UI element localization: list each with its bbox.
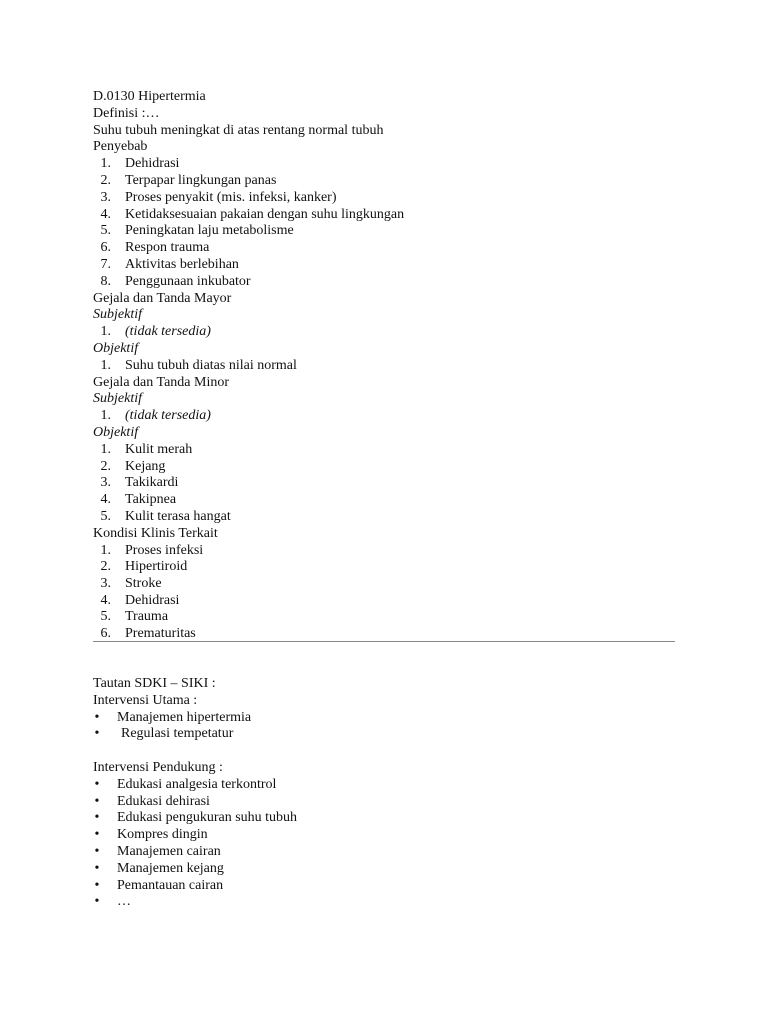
clinical-conditions-heading: Kondisi Klinis Terkait: [93, 526, 218, 541]
list-text: Kulit merah: [125, 442, 193, 457]
list-text: Prematuritas: [125, 626, 196, 641]
list-text: Respon trauma: [125, 240, 210, 255]
major-subjective-label: Subjektif: [93, 307, 142, 322]
bullet-icon: •: [94, 810, 100, 825]
list-number: 6.: [100, 240, 111, 255]
list-text: Trauma: [125, 609, 169, 624]
list-text: Kulit terasa hangat: [125, 509, 231, 524]
minor-subjective-label: Subjektif: [93, 391, 142, 406]
list-number: 8.: [100, 274, 111, 289]
list-number: 1.: [100, 324, 111, 339]
bullet-icon: •: [94, 777, 100, 792]
list-text: (tidak tersedia): [125, 408, 211, 423]
list-number: 1.: [100, 442, 111, 457]
list-text: Takikardi: [125, 475, 179, 490]
bullet-icon: •: [94, 827, 100, 842]
list-text: (tidak tersedia): [125, 324, 211, 339]
bullet-icon: •: [94, 878, 100, 893]
document-title: D.0130 Hipertermia: [93, 89, 206, 104]
list-text: Suhu tubuh diatas nilai normal: [125, 358, 297, 373]
list-text: Manajemen kejang: [117, 861, 224, 876]
bullet-icon: •: [94, 894, 100, 909]
list-number: 5.: [100, 609, 111, 624]
list-number: 2.: [100, 459, 111, 474]
list-number: 4.: [100, 207, 111, 222]
list-text: Manajemen cairan: [117, 844, 221, 859]
support-intervention-heading: Intervensi Pendukung :: [93, 760, 223, 775]
bullet-icon: •: [94, 861, 100, 876]
list-number: 4.: [100, 492, 111, 507]
definition-text: Suhu tubuh meningkat di atas rentang normal tubuh: [93, 123, 384, 138]
list-text: Proses infeksi: [125, 543, 204, 558]
list-number: 3.: [100, 576, 111, 591]
list-number: 5.: [100, 223, 111, 238]
link-heading: Tautan SDKI – SIKI :: [93, 676, 216, 691]
list-number: 1.: [100, 543, 111, 558]
list-text: Aktivitas berlebihan: [125, 257, 239, 272]
list-number: 2.: [100, 173, 111, 188]
minor-signs-heading: Gejala dan Tanda Minor: [93, 375, 229, 390]
list-text: Kejang: [125, 459, 166, 474]
list-text: Pemantauan cairan: [117, 878, 224, 893]
list-number: 2.: [100, 559, 111, 574]
main-intervention-heading: Intervensi Utama :: [93, 693, 198, 708]
list-text: Proses penyakit (mis. infeksi, kanker): [125, 190, 337, 205]
section-divider: [93, 641, 675, 642]
list-number: 4.: [100, 593, 111, 608]
list-text: Manajemen hipertermia: [117, 710, 252, 725]
causes-heading: Penyebab: [93, 139, 148, 154]
major-objective-label: Objektif: [93, 341, 139, 356]
list-number: 5.: [100, 509, 111, 524]
list-text: …: [117, 894, 131, 909]
list-number: 3.: [100, 475, 111, 490]
list-text: Hipertiroid: [125, 559, 188, 574]
bullet-icon: •: [94, 844, 100, 859]
list-text: Dehidrasi: [125, 593, 180, 608]
list-text: Ketidaksesuaian pakaian dengan suhu lingkungan: [125, 207, 405, 222]
list-number: 7.: [100, 257, 111, 272]
list-text: Takipnea: [125, 492, 177, 507]
definition-heading: Definisi :…: [93, 106, 160, 121]
bullet-icon: •: [94, 710, 100, 725]
list-number: 1.: [100, 358, 111, 373]
list-text: Regulasi tempetatur: [121, 726, 234, 741]
bullet-icon: •: [94, 726, 100, 741]
list-text: Terpapar lingkungan panas: [125, 173, 277, 188]
minor-objective-label: Objektif: [93, 425, 139, 440]
bullet-icon: •: [94, 794, 100, 809]
list-text: Penggunaan inkubator: [125, 274, 251, 289]
list-text: Dehidrasi: [125, 156, 180, 171]
list-text: Stroke: [125, 576, 162, 591]
list-text: Edukasi pengukuran suhu tubuh: [117, 810, 298, 825]
list-number: 1.: [100, 408, 111, 423]
list-text: Kompres dingin: [117, 827, 208, 842]
list-number: 3.: [100, 190, 111, 205]
major-signs-heading: Gejala dan Tanda Mayor: [93, 291, 232, 306]
list-number: 6.: [100, 626, 111, 641]
list-text: Peningkatan laju metabolisme: [125, 223, 294, 238]
list-text: Edukasi analgesia terkontrol: [117, 777, 277, 792]
list-number: 1.: [100, 156, 111, 171]
list-text: Edukasi dehirasi: [117, 794, 210, 809]
